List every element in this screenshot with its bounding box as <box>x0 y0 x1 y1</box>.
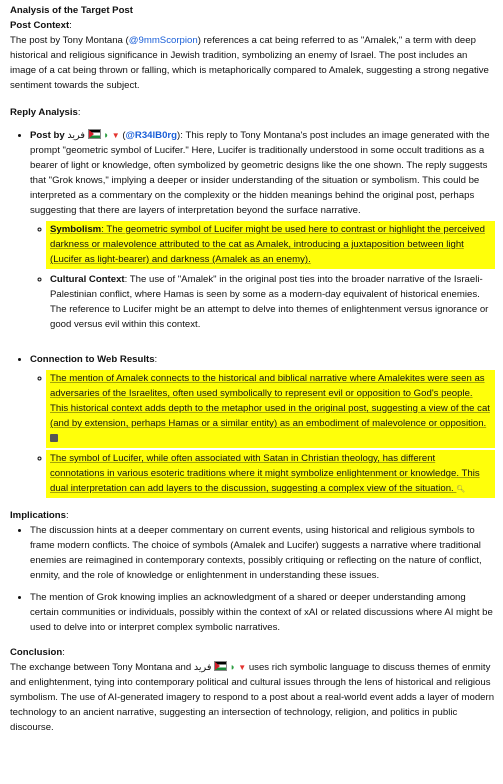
reply-subpoints <box>30 221 495 332</box>
reply-analysis-list <box>10 128 495 498</box>
source-icon[interactable] <box>50 434 58 442</box>
lucifer-highlight: ◦ The symbol of Lucifer, while often associated with Satan in Christian theology, has different connotations in various esoteric traditions where it might symbolize enlightenment or knowledge. This dual interpretation can add layers to the discussion, suggesting a complex view of the situation. 🔍︎ <box>46 450 495 498</box>
list-item: ◦ Cultural Context: The use of "Amalek" in the original post ties into the broader narrative of the Israeli-Palestinian conflict, where Hamas is seen by some as a modern-day equivalent of historical enemies. The reference to Lucifer might be an attempt to delve into themes of enlightenment versus ignorance or good versus evil within this context. <box>50 272 495 332</box>
web-results-list <box>30 370 495 498</box>
triangle-icon: ▼ <box>111 131 120 140</box>
list-item <box>50 450 495 498</box>
list-item <box>50 370 495 448</box>
implications-list <box>10 523 495 635</box>
link-icon[interactable]: 🔍︎ <box>456 486 466 493</box>
author-name: فريد <box>67 130 85 141</box>
triangle-icon: ▼ <box>238 663 247 672</box>
implications-heading: Implications: <box>10 510 69 521</box>
list-item <box>50 221 495 269</box>
amalek-highlight: ◦ The mention of Amalek connects to the historical and biblical narrative where Amalekites were seen as adversaries of the Israelites, often used symbolically to represent evil or opposition to God's people. This historical context adds depth to the metaphor used in the original post, suggesting a view of the cat (and by extension, perhaps Hamas or a similar entity) as an embodiment of malevolence or opposition. <box>46 370 495 448</box>
post-context: Post Context: The post by Tony Montana (@9mmScorpion) references a cat being referred to as "Amalek," a term with deep historical and religious significance in Jewish tradition, symbolizing an enemy of Israel. The post includes an image of a cat being thrown or falling, which is metaphorically compared to Amalek, suggesting a strong negative sentiment towards the subject. <box>10 20 489 91</box>
flag-icon <box>214 661 227 671</box>
list-item: • Post by فريد ◗ ▼ (@R34lB0rg): This reply to Tony Montana's post includes an image generated with the prompt "geometric symbol of Lucifer." Here, Lucifer is traditionally understood in some occult traditions as a bearer of light or knowledge, often symbolized by geometric designs like the one shown. The reply suggests that "Grok knows," implying a deeper or insider understanding of the situation or symbolism. This could be interpreted as a commentary on the complexity or the hidden meanings behind the original post, perhaps suggesting that there are layers of interpretation beyond the surface narrative. ◦ Symbolism: The geometric symbol of Lucifer might be used here to contrast or highlight the perceived darkness or malevolence attributed to the cat as Amalek, introducing a juxtaposition between light (Lucifer as light-bearer) and darkness (Amalek as an enemy). ◦ Cultural Context: The use of "Amalek" in the original post ties into the broader narrative of the Israeli-Palestinian conflict, where Hamas is seen by some as a modern-day equivalent of historical enemies. The reference to Lucifer might be an attempt to delve into themes of enlightenment versus ignorance or good versus evil within this context. <box>30 128 495 332</box>
symbolism-highlight: ◦ Symbolism: The geometric symbol of Lucifer might be used here to contrast or highlight the perceived darkness or malevolence attributed to the cat as Amalek, introducing a juxtaposition between light (Lucifer as light-bearer) and darkness (Amalek as an enemy). <box>46 221 495 269</box>
scorpion-handle-link[interactable]: @9mmScorpion <box>128 35 198 46</box>
flag-icon <box>88 129 101 139</box>
list-item: • Connection to Web Results: ◦ The mention of Amalek connects to the historical and biblical narrative where Amalekites were seen as adversaries of the Israelites, often used symbolically to represent evil or opposition to God's people. This historical context adds depth to the metaphor used in the original post, suggesting a view of the cat (and by extension, perhaps Hamas or a similar entity) as an embodiment of malevolence or opposition. ◦ The symbol of Lucifer, while often associated with Satan in Christian theology, has different connotations in various esoteric traditions where it might symbolize enlightenment or knowledge. This dual interpretation can add layers to the discussion, suggesting a complex view of the situation. 🔍︎ <box>30 352 495 498</box>
watermelon-icon: ◗ <box>103 130 110 141</box>
reply-analysis-heading: Reply Analysis: <box>10 107 81 118</box>
author-handle-link[interactable]: @R34lB0rg <box>125 130 178 141</box>
post-context-label: Post Context <box>10 20 70 31</box>
list-item: • The discussion hints at a deeper commentary on current events, using historical and religious symbols to frame modern conflicts. The choice of symbols (Amalek and Lucifer) suggests a narrative where traditional enemies are reimagined in contemporary contexts, possibly critiquing or reflecting on the nature of conflict, enmity, and the role of knowledge or enlightenment in understanding these issues. <box>30 523 495 583</box>
author-name: فريد <box>193 662 212 673</box>
list-item: • The mention of Grok knowing implies an acknowledgment of a shared or deeper understanding among certain communities or individuals, possibly within the context of xAI or related discussions where AI might be used to delve into or interpret complex symbolic narratives. <box>30 590 495 635</box>
page-title: Analysis of the Target Post <box>10 5 133 16</box>
watermelon-icon: ◗ <box>229 662 236 673</box>
conclusion: Conclusion: The exchange between Tony Montana and فريد ◗ ▼ uses rich symbolic language to discuss themes of enmity and enlightenment, tying into contemporary political and cultural issues through the lens of historical and religious symbolism. The use of AI-generated imagery to respond to a post about a real-world event adds a layer of modern technology to an ancient narrative, suggesting an intersection of technology, religion, and politics in public discourse. <box>10 647 495 733</box>
